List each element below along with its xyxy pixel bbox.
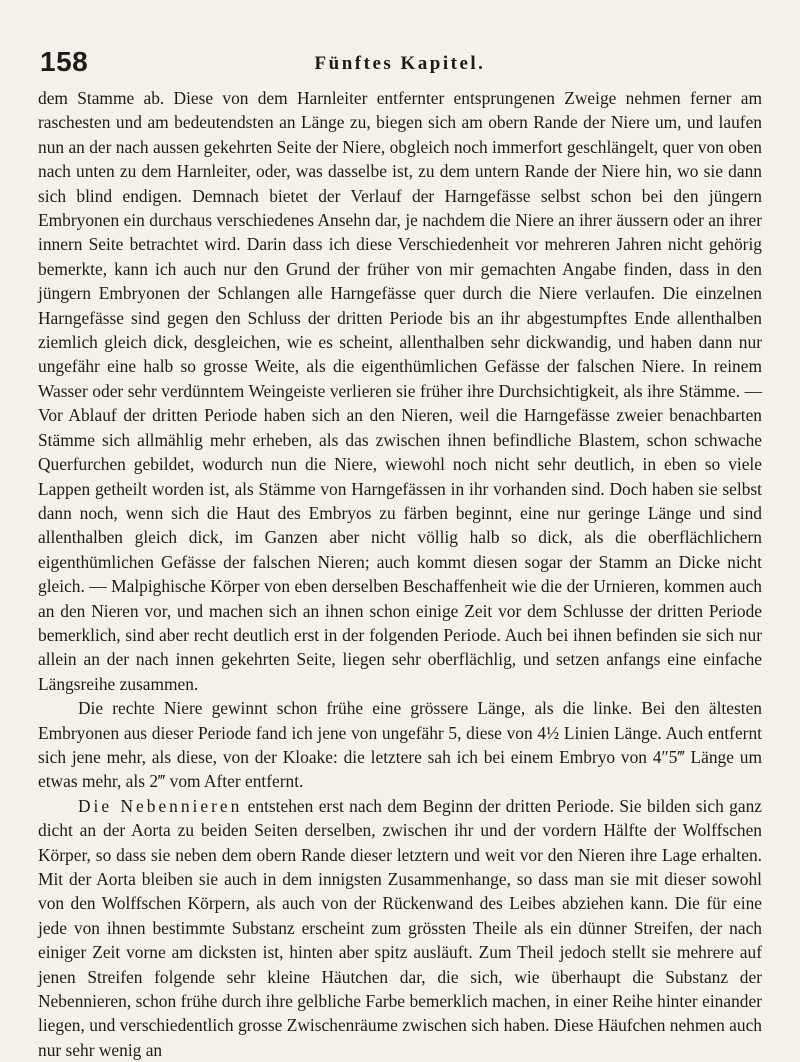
paragraph-2-text: Die rechte Niere gewinnt schon frühe eine grössere Länge, als die linke. Bei den ältesten Embryonen aus dieser Periode fand ich jene von ungefähr 5, diese von 4½ Linien Länge. Auch entfernt sich jene mehr, als diese, von der Kloake: die letztere sah ich bei einem Embryo von 4″5‴ Länge um etwas mehr, als 2‴ vom After entfernt.	[38, 698, 762, 792]
paragraph-3-spaced-lead: Die Nebennieren	[78, 795, 243, 816]
chapter-title: Fünftes Kapitel.	[314, 53, 486, 74]
paragraph-1	[38, 86, 762, 696]
paragraph-3	[38, 794, 762, 1062]
paragraph-3-text: entstehen erst nach dem Beginn der dritten Periode. Sie bilden sich ganz dicht an der Aorta zu beiden Seiten derselben, zwischen ihr und der vordern Hälfte der Wolffschen Körper, so dass sie neben dem obern Rande dieser letztern und weit vor den Nieren ihre Lage erhalten. Mit der Aorta bleiben sie auch in dem innigsten Zusammenhange, so dass man sie mit dieser sowohl von den Wolffschen Körpern, als auch von der Rückenwand des Leibes abziehen kann. Die für eine jede von ihnen bestimmte Substanz erscheint zum grössten Theile als ein dünner Streifen, der nach einiger Zeit vorne am dicksten ist, hinten aber spitz ausläuft. Zum Theil jedoch stellt sie mehrere auf jenen Streifen folgende sehr kleine Häutchen dar, die sich, wie überhaupt die Substanz der Nebennieren, schon frühe durch ihre gelbliche Farbe bemerklich machen, in einer Reihe hinter einander liegen, und verschiedentlich grosse Zwischenräume zwischen sich haben. Diese Häufchen nehmen auch nur sehr wenig an	[38, 795, 762, 1060]
page-number: 158	[40, 46, 89, 77]
running-head	[38, 46, 762, 86]
paragraph-1-text: dem Stamme ab. Diese von dem Harnleiter entfernter entsprungenen Zweige nehmen ferner am raschesten und am bedeutendsten an Länge zu, biegen sich am obern Rande der Niere um, und laufen nun an der nach aussen gekehrten Seite der Niere, obgleich noch immerfort geschlängelt, quer von oben nach unten zu dem Harnleiter, oder, was dasselbe ist, zu dem untern Rande der Niere hin, wo sie dann sich blind endigen. Demnach bietet der Verlauf der Harngefässe selbst schon bei den jüngern Embryonen ein durchaus verschiedenes Ansehn dar, je nachdem die Niere an ihrer äussern oder an ihrer innern Seite betrachtet wird. Darin dass ich diese Verschiedenheit vor mehreren Jahren nicht gehörig bemerkte, kann ich auch nur den Grund der früher von mir gemachten Angabe finden, dass in den jüngern Embryonen der Schlangen alle Harngefässe quer durch die Niere verlaufen. Die einzelnen Harngefässe sind gegen den Schluss der dritten Periode bis an ihr abgestumpftes Ende allenthalben ziemlich gleich dick, desgleichen, wie es scheint, allenthalben sehr dickwandig, und haben dann nur ungefähr eine halb so grosse Weite, als die eigenthümlichen Gefässe der falschen Niere. In reinem Wasser oder sehr verdünntem Weingeiste verlieren sie früher ihre Durchsichtigkeit, als ihre Stämme. — Vor Ablauf der dritten Periode haben sich an den Nieren, weil die Harngefässe zweier benachbarten Stämme sich allmählig mehr erheben, als das zwischen ihnen befindliche Blastem, schon schwache Querfurchen gebildet, wodurch nun die Niere, wiewohl noch nicht sehr deutlich, in eben so viele Lappen getheilt worden ist, als Stämme von Harngefässen in ihr vorhanden sind. Doch haben sie selbst dann noch, wenn sich die Haut des Embryos zu färben beginnt, eine nur geringe Länge und sind allenthalben gleich dick, im Ganzen aber nicht völlig halb so dick, als die oberflächlichern eigenthümlichen Gefässe der falschen Nieren; auch kommt diesen sogar der Stamm an Dicke nicht gleich. — Malpighische Körper von eben derselben Beschaffenheit wie die der Urnieren, kommen auch an den Nieren vor, und machen sich an ihnen schon einige Zeit vor dem Schlusse der dritten Periode bemerklich, sind aber recht deutlich erst in der folgenden Periode. Auch bei ihnen befinden sie sich nur allein an der nach innen gekehrten Seite, liegen sehr oberflächlig, und setzen anfangs eine einfache Längsreihe zusammen.	[38, 88, 762, 694]
paragraph-2	[38, 696, 762, 794]
body-text	[38, 86, 762, 1062]
